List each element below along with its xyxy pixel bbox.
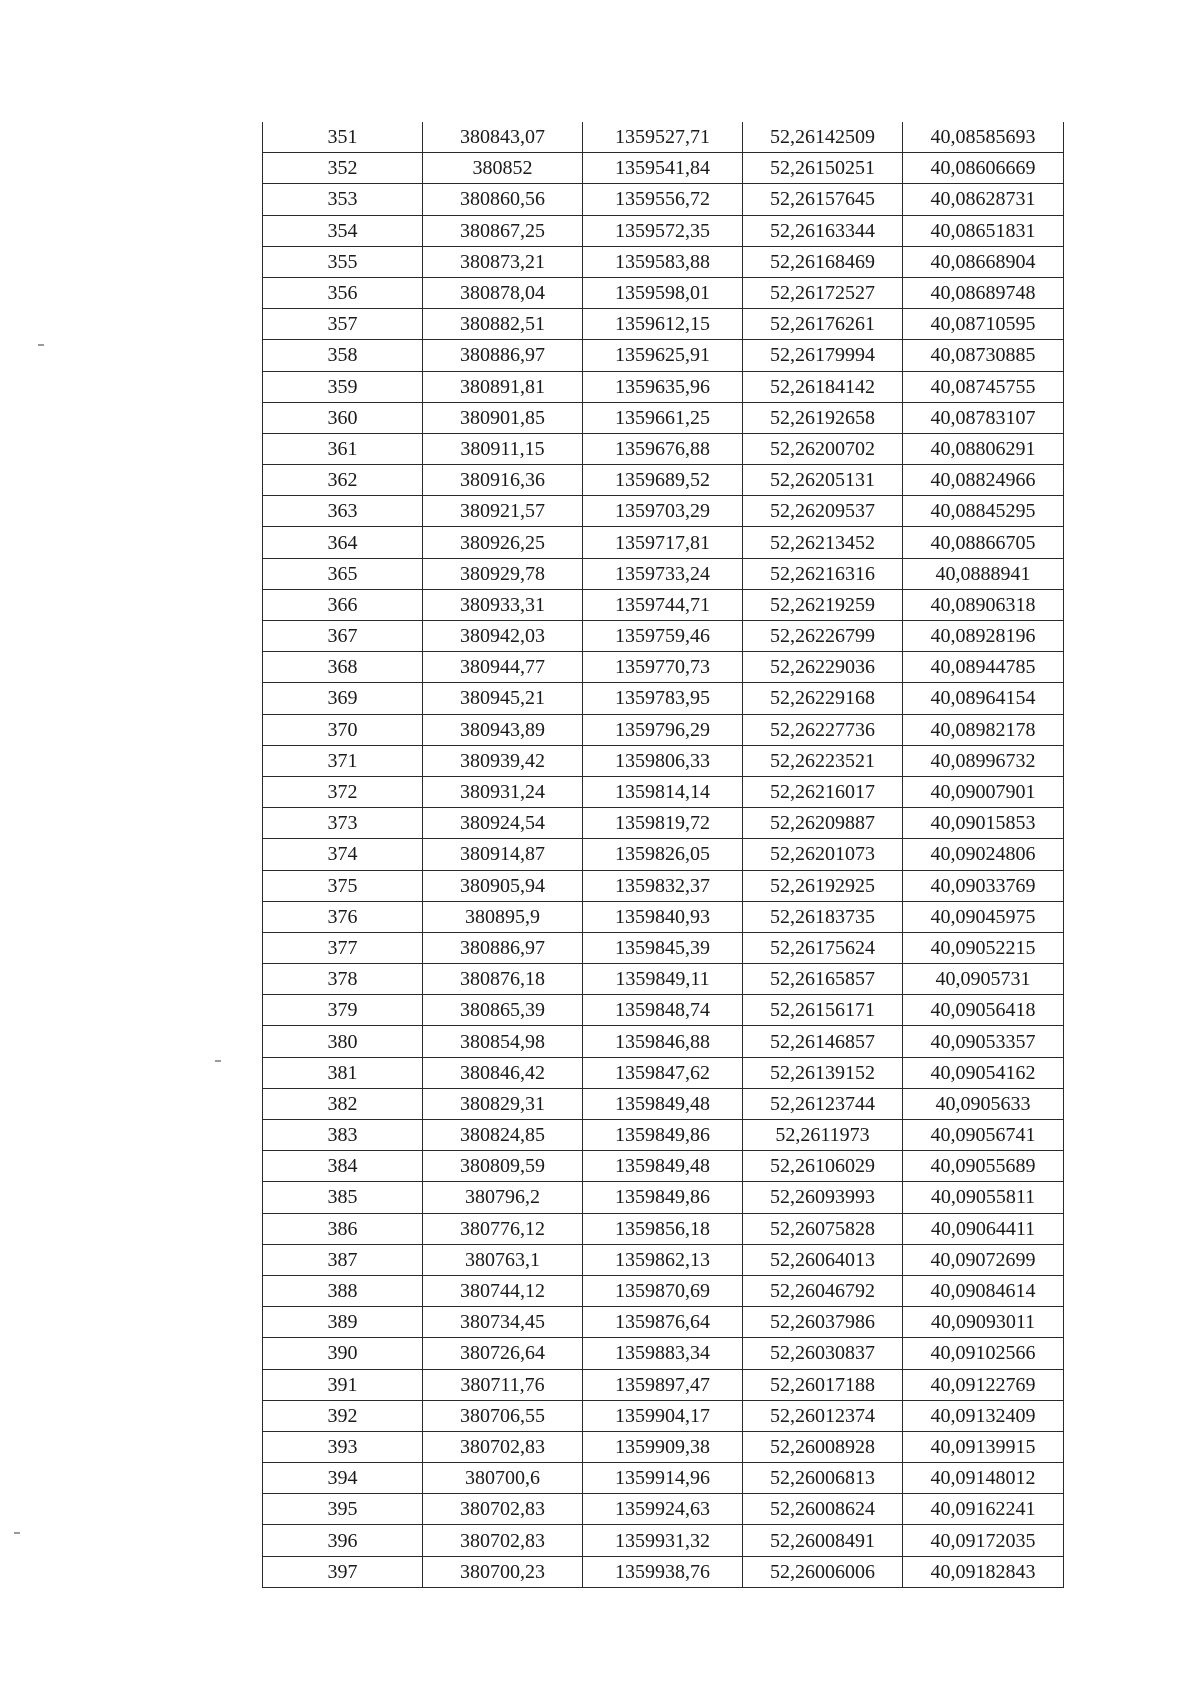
x-coordinate-cell: 380846,42 xyxy=(423,1057,583,1088)
latitude-cell: 52,26179994 xyxy=(743,340,903,371)
y-coordinate-cell: 1359883,34 xyxy=(583,1338,743,1369)
table-row xyxy=(263,1057,1064,1088)
longitude-cell: 40,09024806 xyxy=(903,839,1064,870)
point-number-cell: 379 xyxy=(263,995,423,1026)
latitude-cell: 52,26172527 xyxy=(743,277,903,308)
point-number-cell: 383 xyxy=(263,1120,423,1151)
table-row xyxy=(263,1182,1064,1213)
y-coordinate-cell: 1359909,38 xyxy=(583,1431,743,1462)
y-coordinate-cell: 1359904,17 xyxy=(583,1400,743,1431)
table-row xyxy=(263,1275,1064,1306)
point-number-cell: 387 xyxy=(263,1244,423,1275)
point-number-cell: 371 xyxy=(263,745,423,776)
y-coordinate-cell: 1359938,76 xyxy=(583,1556,743,1587)
longitude-cell: 40,08982178 xyxy=(903,714,1064,745)
point-number-cell: 393 xyxy=(263,1431,423,1462)
latitude-cell: 52,26064013 xyxy=(743,1244,903,1275)
latitude-cell: 52,26006006 xyxy=(743,1556,903,1587)
table-row xyxy=(263,714,1064,745)
point-number-cell: 396 xyxy=(263,1525,423,1556)
table-row xyxy=(263,776,1064,807)
table-row xyxy=(263,1369,1064,1400)
y-coordinate-cell: 1359744,71 xyxy=(583,589,743,620)
table-row xyxy=(263,839,1064,870)
longitude-cell: 40,09093011 xyxy=(903,1307,1064,1338)
latitude-cell: 52,26175624 xyxy=(743,932,903,963)
longitude-cell: 40,09148012 xyxy=(903,1463,1064,1494)
point-number-cell: 376 xyxy=(263,901,423,932)
y-coordinate-cell: 1359870,69 xyxy=(583,1275,743,1306)
latitude-cell: 52,26229168 xyxy=(743,683,903,714)
longitude-cell: 40,08866705 xyxy=(903,527,1064,558)
latitude-cell: 52,26017188 xyxy=(743,1369,903,1400)
latitude-cell: 52,26223521 xyxy=(743,745,903,776)
table-row xyxy=(263,1494,1064,1525)
latitude-cell: 52,26216017 xyxy=(743,776,903,807)
y-coordinate-cell: 1359849,11 xyxy=(583,964,743,995)
x-coordinate-cell: 380700,6 xyxy=(423,1463,583,1494)
point-number-cell: 374 xyxy=(263,839,423,870)
longitude-cell: 40,09056418 xyxy=(903,995,1064,1026)
table-row xyxy=(263,1338,1064,1369)
table-row xyxy=(263,745,1064,776)
latitude-cell: 52,26046792 xyxy=(743,1275,903,1306)
y-coordinate-cell: 1359703,29 xyxy=(583,496,743,527)
y-coordinate-cell: 1359717,81 xyxy=(583,527,743,558)
longitude-cell: 40,08996732 xyxy=(903,745,1064,776)
latitude-cell: 52,26075828 xyxy=(743,1213,903,1244)
table-row xyxy=(263,901,1064,932)
point-number-cell: 366 xyxy=(263,589,423,620)
point-number-cell: 375 xyxy=(263,870,423,901)
table-row xyxy=(263,1088,1064,1119)
latitude-cell: 52,26037986 xyxy=(743,1307,903,1338)
longitude-cell: 40,09162241 xyxy=(903,1494,1064,1525)
point-number-cell: 358 xyxy=(263,340,423,371)
point-number-cell: 354 xyxy=(263,215,423,246)
x-coordinate-cell: 380895,9 xyxy=(423,901,583,932)
scan-speck xyxy=(14,1532,20,1534)
scan-speck xyxy=(38,344,44,346)
point-number-cell: 378 xyxy=(263,964,423,995)
point-number-cell: 357 xyxy=(263,309,423,340)
x-coordinate-cell: 380891,81 xyxy=(423,371,583,402)
y-coordinate-cell: 1359931,32 xyxy=(583,1525,743,1556)
y-coordinate-cell: 1359847,62 xyxy=(583,1057,743,1088)
latitude-cell: 52,26205131 xyxy=(743,465,903,496)
y-coordinate-cell: 1359806,33 xyxy=(583,745,743,776)
table-row xyxy=(263,621,1064,652)
point-number-cell: 381 xyxy=(263,1057,423,1088)
y-coordinate-cell: 1359819,72 xyxy=(583,808,743,839)
table-row xyxy=(263,558,1064,589)
point-number-cell: 364 xyxy=(263,527,423,558)
latitude-cell: 52,26165857 xyxy=(743,964,903,995)
x-coordinate-cell: 380943,89 xyxy=(423,714,583,745)
table-row xyxy=(263,932,1064,963)
longitude-cell: 40,09007901 xyxy=(903,776,1064,807)
y-coordinate-cell: 1359849,86 xyxy=(583,1182,743,1213)
longitude-cell: 40,09045975 xyxy=(903,901,1064,932)
longitude-cell: 40,08689748 xyxy=(903,277,1064,308)
x-coordinate-cell: 380860,56 xyxy=(423,184,583,215)
y-coordinate-cell: 1359845,39 xyxy=(583,932,743,963)
point-number-cell: 355 xyxy=(263,246,423,277)
table-row xyxy=(263,1525,1064,1556)
point-number-cell: 356 xyxy=(263,277,423,308)
table-row xyxy=(263,371,1064,402)
table-row xyxy=(263,340,1064,371)
longitude-cell: 40,09072699 xyxy=(903,1244,1064,1275)
point-number-cell: 353 xyxy=(263,184,423,215)
table-row xyxy=(263,1400,1064,1431)
y-coordinate-cell: 1359612,15 xyxy=(583,309,743,340)
table-row xyxy=(263,496,1064,527)
longitude-cell: 40,08783107 xyxy=(903,402,1064,433)
table-row xyxy=(263,184,1064,215)
x-coordinate-cell: 380916,36 xyxy=(423,465,583,496)
x-coordinate-cell: 380852 xyxy=(423,153,583,184)
y-coordinate-cell: 1359924,63 xyxy=(583,1494,743,1525)
y-coordinate-cell: 1359572,35 xyxy=(583,215,743,246)
x-coordinate-cell: 380924,54 xyxy=(423,808,583,839)
latitude-cell: 52,26213452 xyxy=(743,527,903,558)
point-number-cell: 351 xyxy=(263,122,423,153)
y-coordinate-cell: 1359676,88 xyxy=(583,433,743,464)
y-coordinate-cell: 1359814,14 xyxy=(583,776,743,807)
point-number-cell: 386 xyxy=(263,1213,423,1244)
longitude-cell: 40,09053357 xyxy=(903,1026,1064,1057)
y-coordinate-cell: 1359733,24 xyxy=(583,558,743,589)
x-coordinate-cell: 380945,21 xyxy=(423,683,583,714)
latitude-cell: 52,26183735 xyxy=(743,901,903,932)
x-coordinate-cell: 380824,85 xyxy=(423,1120,583,1151)
table-row xyxy=(263,1151,1064,1182)
table-row xyxy=(263,527,1064,558)
point-number-cell: 390 xyxy=(263,1338,423,1369)
x-coordinate-cell: 380905,94 xyxy=(423,870,583,901)
point-number-cell: 370 xyxy=(263,714,423,745)
latitude-cell: 52,26139152 xyxy=(743,1057,903,1088)
latitude-cell: 52,26201073 xyxy=(743,839,903,870)
y-coordinate-cell: 1359770,73 xyxy=(583,652,743,683)
longitude-cell: 40,09182843 xyxy=(903,1556,1064,1587)
longitude-cell: 40,09172035 xyxy=(903,1525,1064,1556)
latitude-cell: 52,26192658 xyxy=(743,402,903,433)
x-coordinate-cell: 380933,31 xyxy=(423,589,583,620)
longitude-cell: 40,0888941 xyxy=(903,558,1064,589)
x-coordinate-cell: 380865,39 xyxy=(423,995,583,1026)
longitude-cell: 40,08824966 xyxy=(903,465,1064,496)
x-coordinate-cell: 380931,24 xyxy=(423,776,583,807)
longitude-cell: 40,09052215 xyxy=(903,932,1064,963)
x-coordinate-cell: 380882,51 xyxy=(423,309,583,340)
longitude-cell: 40,08845295 xyxy=(903,496,1064,527)
coordinates-table xyxy=(262,122,1064,1588)
latitude-cell: 52,26216316 xyxy=(743,558,903,589)
y-coordinate-cell: 1359848,74 xyxy=(583,995,743,1026)
point-number-cell: 369 xyxy=(263,683,423,714)
point-number-cell: 388 xyxy=(263,1275,423,1306)
table-row xyxy=(263,964,1064,995)
longitude-cell: 40,09102566 xyxy=(903,1338,1064,1369)
longitude-cell: 40,09054162 xyxy=(903,1057,1064,1088)
latitude-cell: 52,26209537 xyxy=(743,496,903,527)
latitude-cell: 52,26168469 xyxy=(743,246,903,277)
latitude-cell: 52,26209887 xyxy=(743,808,903,839)
point-number-cell: 372 xyxy=(263,776,423,807)
y-coordinate-cell: 1359849,48 xyxy=(583,1151,743,1182)
point-number-cell: 367 xyxy=(263,621,423,652)
longitude-cell: 40,09064411 xyxy=(903,1213,1064,1244)
y-coordinate-cell: 1359556,72 xyxy=(583,184,743,215)
table-row xyxy=(263,122,1064,153)
table-row xyxy=(263,215,1064,246)
latitude-cell: 52,26030837 xyxy=(743,1338,903,1369)
x-coordinate-cell: 380926,25 xyxy=(423,527,583,558)
x-coordinate-cell: 380886,97 xyxy=(423,932,583,963)
longitude-cell: 40,08585693 xyxy=(903,122,1064,153)
latitude-cell: 52,26012374 xyxy=(743,1400,903,1431)
latitude-cell: 52,26142509 xyxy=(743,122,903,153)
x-coordinate-cell: 380829,31 xyxy=(423,1088,583,1119)
y-coordinate-cell: 1359897,47 xyxy=(583,1369,743,1400)
table-row xyxy=(263,1213,1064,1244)
table-row xyxy=(263,246,1064,277)
x-coordinate-cell: 380796,2 xyxy=(423,1182,583,1213)
latitude-cell: 52,26008928 xyxy=(743,1431,903,1462)
x-coordinate-cell: 380878,04 xyxy=(423,277,583,308)
point-number-cell: 394 xyxy=(263,1463,423,1494)
x-coordinate-cell: 380744,12 xyxy=(423,1275,583,1306)
table-row xyxy=(263,277,1064,308)
x-coordinate-cell: 380702,83 xyxy=(423,1494,583,1525)
x-coordinate-cell: 380873,21 xyxy=(423,246,583,277)
y-coordinate-cell: 1359625,91 xyxy=(583,340,743,371)
table-row xyxy=(263,1431,1064,1462)
longitude-cell: 40,08651831 xyxy=(903,215,1064,246)
longitude-cell: 40,0905731 xyxy=(903,964,1064,995)
table-row xyxy=(263,1463,1064,1494)
table-row xyxy=(263,808,1064,839)
longitude-cell: 40,09056741 xyxy=(903,1120,1064,1151)
latitude-cell: 52,26008624 xyxy=(743,1494,903,1525)
point-number-cell: 397 xyxy=(263,1556,423,1587)
x-coordinate-cell: 380921,57 xyxy=(423,496,583,527)
point-number-cell: 363 xyxy=(263,496,423,527)
longitude-cell: 40,09055811 xyxy=(903,1182,1064,1213)
y-coordinate-cell: 1359783,95 xyxy=(583,683,743,714)
scan-speck xyxy=(215,1060,221,1062)
latitude-cell: 52,26200702 xyxy=(743,433,903,464)
x-coordinate-cell: 380809,59 xyxy=(423,1151,583,1182)
x-coordinate-cell: 380867,25 xyxy=(423,215,583,246)
latitude-cell: 52,26192925 xyxy=(743,870,903,901)
table-row xyxy=(263,1244,1064,1275)
longitude-cell: 40,09033769 xyxy=(903,870,1064,901)
y-coordinate-cell: 1359914,96 xyxy=(583,1463,743,1494)
point-number-cell: 359 xyxy=(263,371,423,402)
latitude-cell: 52,26156171 xyxy=(743,995,903,1026)
latitude-cell: 52,26150251 xyxy=(743,153,903,184)
x-coordinate-cell: 380901,85 xyxy=(423,402,583,433)
y-coordinate-cell: 1359635,96 xyxy=(583,371,743,402)
y-coordinate-cell: 1359796,29 xyxy=(583,714,743,745)
point-number-cell: 391 xyxy=(263,1369,423,1400)
longitude-cell: 40,09132409 xyxy=(903,1400,1064,1431)
latitude-cell: 52,26219259 xyxy=(743,589,903,620)
table-row xyxy=(263,995,1064,1026)
point-number-cell: 373 xyxy=(263,808,423,839)
y-coordinate-cell: 1359661,25 xyxy=(583,402,743,433)
longitude-cell: 40,08710595 xyxy=(903,309,1064,340)
table-row xyxy=(263,652,1064,683)
point-number-cell: 382 xyxy=(263,1088,423,1119)
table-row xyxy=(263,1026,1064,1057)
y-coordinate-cell: 1359826,05 xyxy=(583,839,743,870)
point-number-cell: 360 xyxy=(263,402,423,433)
longitude-cell: 40,09139915 xyxy=(903,1431,1064,1462)
longitude-cell: 40,08964154 xyxy=(903,683,1064,714)
latitude-cell: 52,26093993 xyxy=(743,1182,903,1213)
point-number-cell: 392 xyxy=(263,1400,423,1431)
table-row xyxy=(263,309,1064,340)
latitude-cell: 52,26146857 xyxy=(743,1026,903,1057)
y-coordinate-cell: 1359849,86 xyxy=(583,1120,743,1151)
latitude-cell: 52,26123744 xyxy=(743,1088,903,1119)
latitude-cell: 52,26226799 xyxy=(743,621,903,652)
x-coordinate-cell: 380911,15 xyxy=(423,433,583,464)
longitude-cell: 40,08944785 xyxy=(903,652,1064,683)
longitude-cell: 40,09055689 xyxy=(903,1151,1064,1182)
table-row xyxy=(263,153,1064,184)
y-coordinate-cell: 1359598,01 xyxy=(583,277,743,308)
longitude-cell: 40,09084614 xyxy=(903,1275,1064,1306)
x-coordinate-cell: 380700,23 xyxy=(423,1556,583,1587)
x-coordinate-cell: 380843,07 xyxy=(423,122,583,153)
point-number-cell: 389 xyxy=(263,1307,423,1338)
x-coordinate-cell: 380776,12 xyxy=(423,1213,583,1244)
latitude-cell: 52,26176261 xyxy=(743,309,903,340)
y-coordinate-cell: 1359846,88 xyxy=(583,1026,743,1057)
point-number-cell: 362 xyxy=(263,465,423,496)
longitude-cell: 40,08806291 xyxy=(903,433,1064,464)
coordinates-table-body xyxy=(263,122,1064,1587)
point-number-cell: 352 xyxy=(263,153,423,184)
x-coordinate-cell: 380702,83 xyxy=(423,1431,583,1462)
point-number-cell: 361 xyxy=(263,433,423,464)
y-coordinate-cell: 1359856,18 xyxy=(583,1213,743,1244)
x-coordinate-cell: 380854,98 xyxy=(423,1026,583,1057)
latitude-cell: 52,26229036 xyxy=(743,652,903,683)
longitude-cell: 40,09122769 xyxy=(903,1369,1064,1400)
x-coordinate-cell: 380944,77 xyxy=(423,652,583,683)
y-coordinate-cell: 1359876,64 xyxy=(583,1307,743,1338)
longitude-cell: 40,09015853 xyxy=(903,808,1064,839)
point-number-cell: 385 xyxy=(263,1182,423,1213)
x-coordinate-cell: 380929,78 xyxy=(423,558,583,589)
longitude-cell: 40,08906318 xyxy=(903,589,1064,620)
y-coordinate-cell: 1359759,46 xyxy=(583,621,743,652)
longitude-cell: 40,08928196 xyxy=(903,621,1064,652)
x-coordinate-cell: 380914,87 xyxy=(423,839,583,870)
latitude-cell: 52,26227736 xyxy=(743,714,903,745)
point-number-cell: 395 xyxy=(263,1494,423,1525)
x-coordinate-cell: 380726,64 xyxy=(423,1338,583,1369)
y-coordinate-cell: 1359689,52 xyxy=(583,465,743,496)
x-coordinate-cell: 380702,83 xyxy=(423,1525,583,1556)
table-row xyxy=(263,1120,1064,1151)
longitude-cell: 40,08668904 xyxy=(903,246,1064,277)
y-coordinate-cell: 1359849,48 xyxy=(583,1088,743,1119)
point-number-cell: 377 xyxy=(263,932,423,963)
x-coordinate-cell: 380939,42 xyxy=(423,745,583,776)
x-coordinate-cell: 380876,18 xyxy=(423,964,583,995)
table-row xyxy=(263,402,1064,433)
longitude-cell: 40,08745755 xyxy=(903,371,1064,402)
table-row xyxy=(263,1307,1064,1338)
table-row xyxy=(263,589,1064,620)
x-coordinate-cell: 380734,45 xyxy=(423,1307,583,1338)
latitude-cell: 52,26157645 xyxy=(743,184,903,215)
longitude-cell: 40,08628731 xyxy=(903,184,1064,215)
table-row xyxy=(263,465,1064,496)
table-row xyxy=(263,433,1064,464)
y-coordinate-cell: 1359583,88 xyxy=(583,246,743,277)
latitude-cell: 52,2611973 xyxy=(743,1120,903,1151)
longitude-cell: 40,08606669 xyxy=(903,153,1064,184)
y-coordinate-cell: 1359840,93 xyxy=(583,901,743,932)
x-coordinate-cell: 380942,03 xyxy=(423,621,583,652)
point-number-cell: 380 xyxy=(263,1026,423,1057)
x-coordinate-cell: 380763,1 xyxy=(423,1244,583,1275)
longitude-cell: 40,08730885 xyxy=(903,340,1064,371)
table-row xyxy=(263,870,1064,901)
point-number-cell: 384 xyxy=(263,1151,423,1182)
table-row xyxy=(263,1556,1064,1587)
y-coordinate-cell: 1359862,13 xyxy=(583,1244,743,1275)
x-coordinate-cell: 380711,76 xyxy=(423,1369,583,1400)
y-coordinate-cell: 1359832,37 xyxy=(583,870,743,901)
x-coordinate-cell: 380886,97 xyxy=(423,340,583,371)
latitude-cell: 52,26006813 xyxy=(743,1463,903,1494)
y-coordinate-cell: 1359541,84 xyxy=(583,153,743,184)
longitude-cell: 40,0905633 xyxy=(903,1088,1064,1119)
latitude-cell: 52,26106029 xyxy=(743,1151,903,1182)
table-row xyxy=(263,683,1064,714)
latitude-cell: 52,26184142 xyxy=(743,371,903,402)
x-coordinate-cell: 380706,55 xyxy=(423,1400,583,1431)
latitude-cell: 52,26163344 xyxy=(743,215,903,246)
y-coordinate-cell: 1359527,71 xyxy=(583,122,743,153)
point-number-cell: 368 xyxy=(263,652,423,683)
latitude-cell: 52,26008491 xyxy=(743,1525,903,1556)
point-number-cell: 365 xyxy=(263,558,423,589)
